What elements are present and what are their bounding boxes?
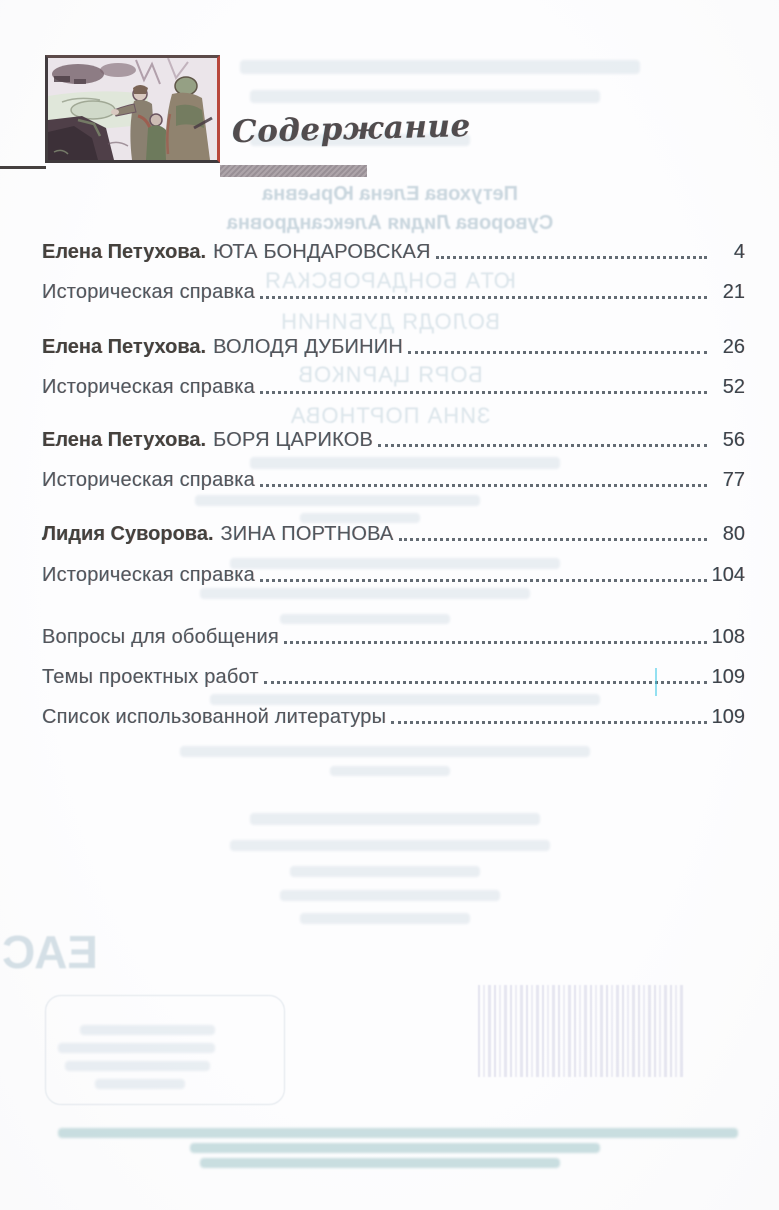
- showthrough-title-1: ЮТА БОНДАРОВСКАЯ: [264, 268, 516, 293]
- header-rule: [0, 166, 46, 169]
- page-number: 108: [711, 626, 745, 648]
- toc-title: Историческая справка: [42, 469, 255, 491]
- toc-entry: [42, 559, 745, 587]
- toc-entry: [42, 464, 745, 492]
- page-number: 52: [722, 376, 745, 398]
- toc-title: Темы проектных работ: [42, 666, 259, 688]
- dot-leader: [260, 484, 707, 487]
- toc-entry: [42, 701, 745, 729]
- toc-title: БОРЯ ЦАРИКОВ: [213, 429, 374, 451]
- toc-title: Историческая справка: [42, 281, 255, 303]
- showthrough-author-2: Суворова Лидия Александровна: [226, 212, 554, 234]
- dot-leader: [284, 641, 707, 644]
- dot-leader: [260, 296, 707, 299]
- dot-leader: [378, 444, 707, 447]
- toc-entry: [42, 236, 745, 264]
- toc-title: ВОЛОДЯ ДУБИНИН: [213, 336, 403, 358]
- dot-leader: [399, 538, 707, 541]
- page-number: 80: [722, 523, 745, 545]
- dot-leader: [391, 721, 707, 724]
- showthrough-title-3: БОРЯ ЦАРИКОВ: [297, 362, 483, 387]
- page-number: 56: [722, 429, 745, 451]
- showthrough-author-1: Петухова Елена Юрьевна: [262, 183, 518, 205]
- toc-author: Елена Петухова.: [42, 429, 207, 451]
- toc-entry: [42, 331, 745, 359]
- page-number: 104: [711, 564, 745, 586]
- page-number: 109: [711, 666, 745, 688]
- toc-entry: [42, 371, 745, 399]
- dot-leader: [260, 579, 707, 582]
- toc-entry: [42, 424, 745, 452]
- decorative-bar: [220, 165, 367, 177]
- page-number: 26: [722, 336, 745, 358]
- toc-title: Вопросы для обобщения: [42, 626, 279, 648]
- toc-title: Список использованной литературы: [42, 706, 387, 728]
- war-scene-illustration: [45, 55, 220, 163]
- scan-artifact: [655, 668, 657, 696]
- page-number: 109: [711, 706, 745, 728]
- toc-title: ЮТА БОНДАРОВСКАЯ: [213, 241, 431, 263]
- page-number: 77: [722, 469, 745, 491]
- toc-title: ЗИНА ПОРТНОВА: [220, 523, 394, 545]
- dot-leader: [260, 391, 707, 394]
- showthrough-title-4: ЗИНА ПОРТНОВА: [289, 403, 491, 428]
- toc-entry: [42, 621, 745, 649]
- showthrough-eac-mark: ЕАС: [2, 926, 98, 978]
- toc-entry: [42, 276, 745, 304]
- war-scene-drawing: [48, 58, 217, 160]
- contents-title: Содержание: [231, 107, 472, 151]
- dot-leader: [436, 256, 707, 259]
- toc-author: Елена Петухова.: [42, 241, 207, 263]
- toc-title: Историческая справка: [42, 376, 255, 398]
- showthrough-title-2: ВОЛОДЯ ДУБИНИН: [280, 309, 500, 334]
- dot-leader: [408, 351, 707, 354]
- toc-entry: [42, 518, 745, 546]
- toc-author: Лидия Суворова.: [42, 523, 214, 545]
- page-number: 4: [733, 241, 745, 263]
- toc-entry: [42, 661, 745, 689]
- toc-author: Елена Петухова.: [42, 336, 207, 358]
- page-number: 21: [722, 281, 745, 303]
- toc-title: Историческая справка: [42, 564, 255, 586]
- dot-leader: [264, 681, 707, 684]
- table-of-contents: [42, 236, 745, 729]
